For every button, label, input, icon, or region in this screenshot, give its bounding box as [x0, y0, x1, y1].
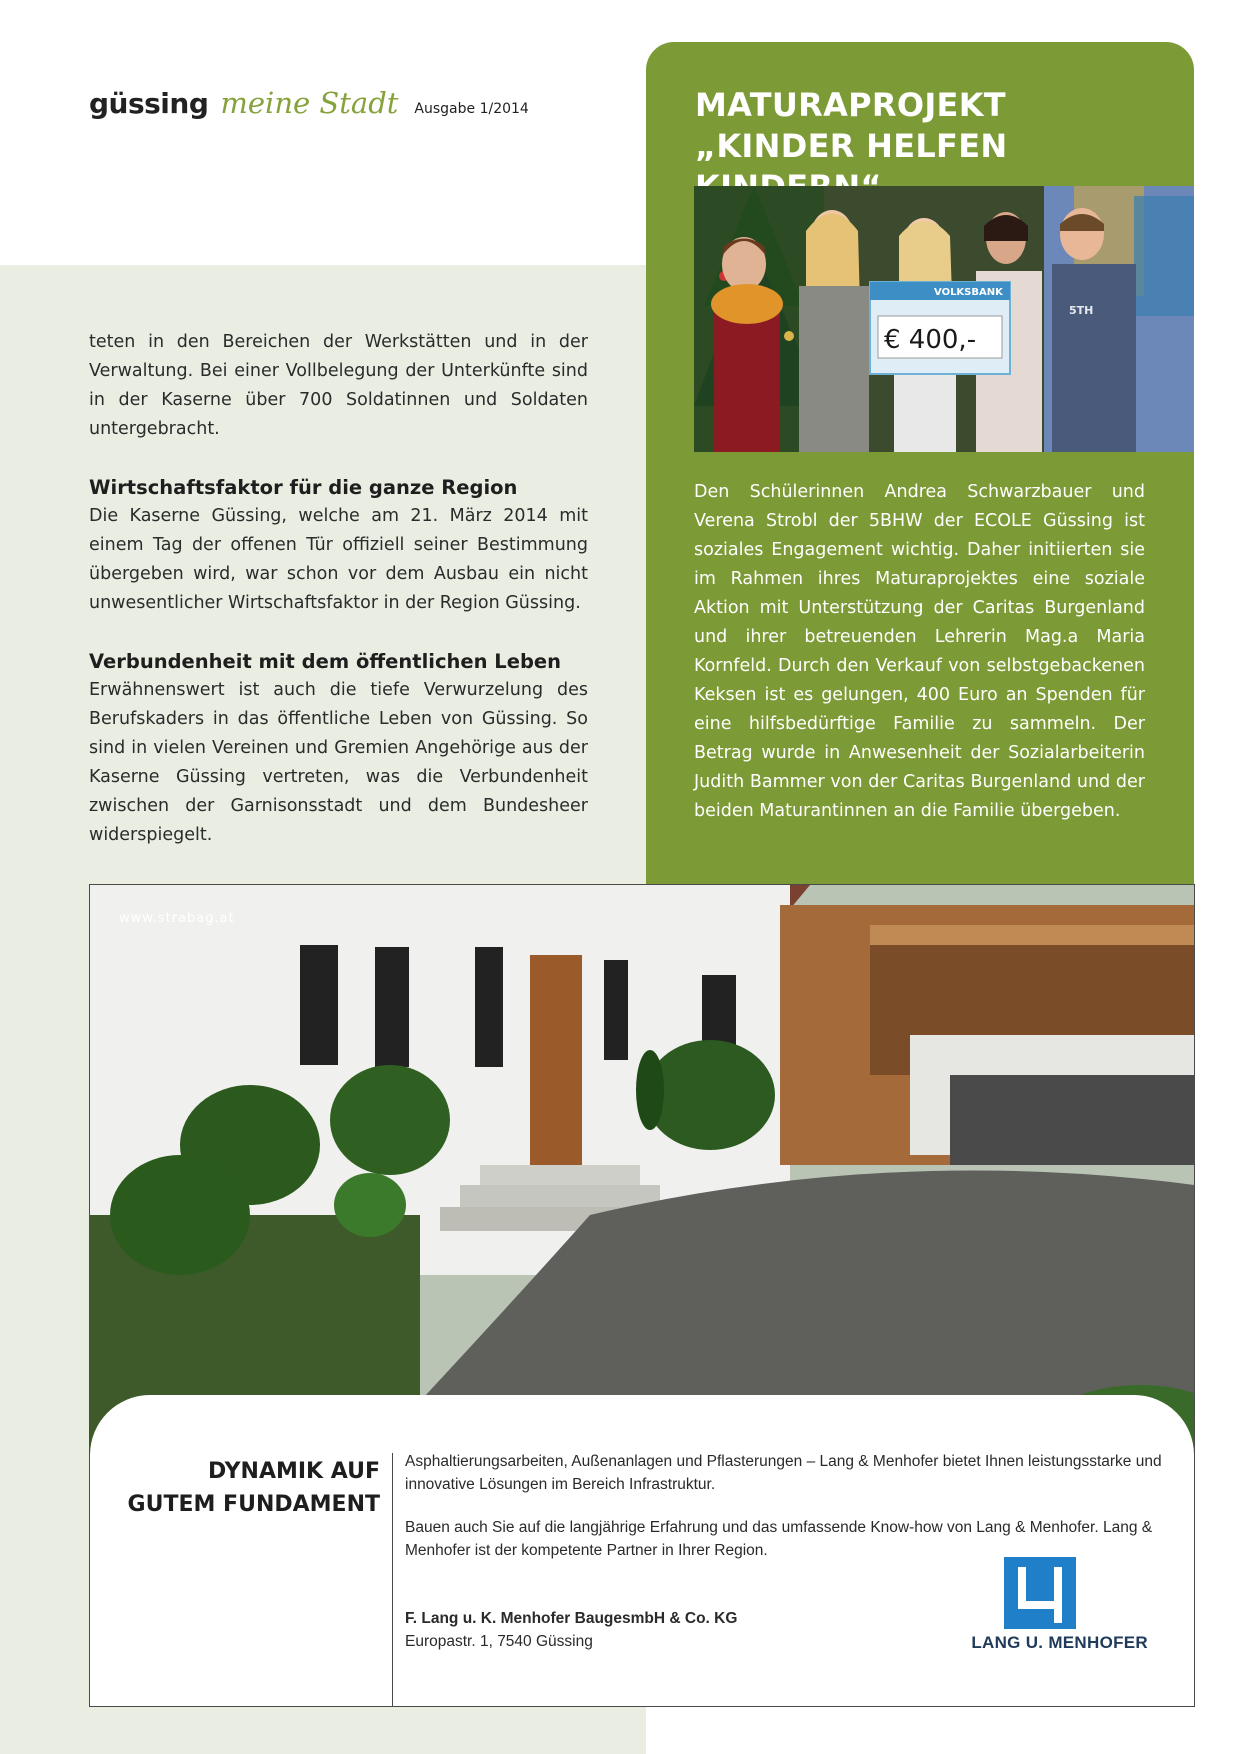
ad-house-photo	[90, 885, 1194, 1455]
section-heading-economy: Wirtschaftsfaktor für die ganze Region	[89, 476, 518, 499]
ad-headline-line-1: DYNAMIK AUF	[207, 1459, 380, 1484]
issue-label: Ausgabe 1/2014	[414, 101, 529, 117]
section-text-economy: Die Kaserne Güssing, welche am 21. März 2014 mit einem Tag der offenen Tür offiziell seiner Bestimmung übergeben wird, war schon vor dem Ausbau ein nicht unwesentlicher Wirtschaftsfaktor in der Region Güssing.	[89, 506, 588, 613]
ad-body-paragraph-1: Asphaltierungsarbeiten, Außenanlagen und Pflasterungen – Lang & Menhofer bietet Ihnen leistungsstarke und innovative Lösungen im Bereich Infrastruktur.	[405, 1453, 1162, 1493]
title-line-1: MATURAPROJEKT	[695, 86, 1006, 124]
house-photo-svg	[90, 885, 1194, 1455]
ad-headline	[120, 1455, 380, 1521]
section-text-community: Erwähnenswert ist auch die tiefe Verwurzelung des Berufskaders in das öffentliche Leben von Güssing. So sind in vielen Vereinen und Gremien Angehörige aus der Kaserne Güssing vertreten, was die Verbundenheit zwischen der Garnisonsstadt und dem Bundesheer widerspiegelt.	[89, 680, 588, 845]
ad-company-block	[405, 1607, 737, 1653]
article-intro: teten in den Bereichen der Werkstätten und in der Verwaltung. Bei einer Vollbelegung der Unterkünfte sind in der Kaserne über 700 Soldatinnen und Soldaten untergebracht.	[89, 332, 588, 439]
sign-brand: VOLKSBANK	[934, 287, 1003, 298]
left-article	[89, 328, 588, 850]
company-address: Europastr. 1, 7540 Güssing	[405, 1633, 593, 1650]
donation-photo	[694, 186, 1194, 452]
donation-photo-svg	[694, 186, 1194, 452]
logo-wordmark: LANG U. MENHOFER	[971, 1633, 1148, 1652]
ad-headline-line-2: GUTEM FUNDAMENT	[127, 1492, 380, 1517]
matura-project-text: Den Schülerinnen Andrea Schwarzbauer und Verena Strobl der 5BHW der ECOLE Güssing ist soziales Engagement wichtig. Daher initiierten sie im Rahmen ihres Maturaprojektes eine soziale Aktion mit Unterstützung der Caritas Burgenland und ihrer betreuenden Lehrerin Mag.a Maria Kornfeld. Durch den Verkauf von selbstgebackenen Keksen ist es gelungen, 400 Euro an Spenden für eine hilfsbedürftige Familie zu sammeln. Der Betrag wurde in Anwesenheit der Sozialarbeiterin Judith Bammer von der Caritas Burgenland und der beiden Maturantinnen an die Familie übergeben.	[694, 482, 1145, 821]
ad-url: www.strabag.at	[119, 911, 235, 926]
masthead	[89, 86, 529, 126]
masthead-brand: güssing	[89, 87, 209, 120]
company-name: F. Lang u. K. Menhofer BaugesmbH & Co. KG	[405, 1610, 738, 1627]
title-line-2: „KINDER HELFEN	[695, 127, 1008, 165]
advertisement	[89, 884, 1195, 1707]
ad-divider	[392, 1453, 393, 1706]
section-heading-community: Verbundenheit mit dem öffentlichen Leben	[89, 650, 562, 673]
lang-menhofer-logo-icon	[1004, 1557, 1076, 1629]
sign-amount: € 400,-	[884, 325, 977, 355]
ad-body-paragraph-2: Bauen auch Sie auf die langjährige Erfahrung und das umfassende Know-how von Lang & Menhofer. Lang & Menhofer ist der kompetente Partner in Ihrer Region.	[405, 1519, 1153, 1559]
shirt-print: 5TH	[1069, 304, 1094, 317]
masthead-script: meine Stadt	[220, 86, 399, 120]
